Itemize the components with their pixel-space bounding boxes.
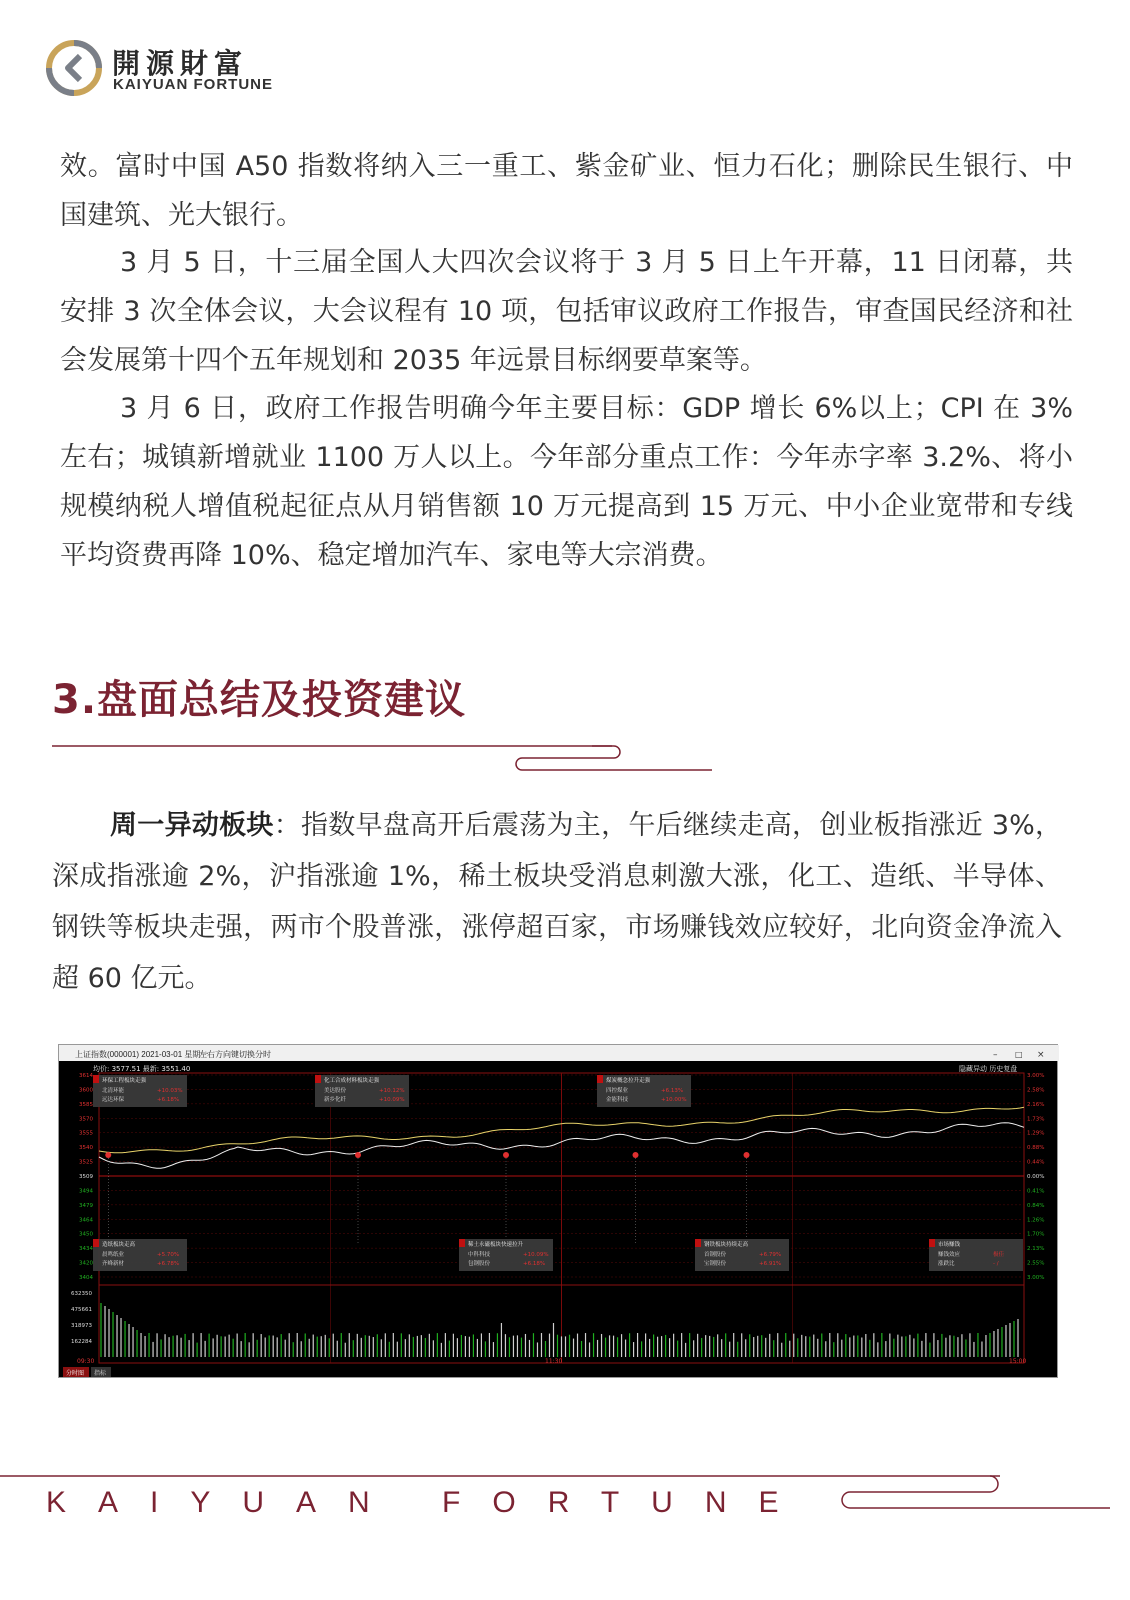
logo-cn-text: 開源財富 (112, 47, 249, 80)
sector-box-flag (459, 1239, 465, 1247)
maximize-icon[interactable]: □ (1015, 1050, 1023, 1059)
y-tick-right: 1.70% (1027, 1231, 1045, 1238)
sector-box-title: 稀土永磁板块快速拉升 (468, 1242, 524, 1248)
section-title: 3.盘面总结及投资建议 (52, 677, 467, 723)
intraday-chart (58, 1044, 1058, 1378)
intraday-chart-svg (59, 1045, 1059, 1379)
y-tick-left: 3555 (79, 1130, 93, 1137)
sector-box-change: +10.00% (661, 1097, 687, 1103)
chart-grid (99, 1073, 1027, 1365)
sector-box-title: 化工合成材料板块走强 (324, 1078, 380, 1084)
sector-box-title: 环保工程板块走强 (102, 1078, 147, 1084)
chart-tools[interactable]: 隐藏异动 历史复盘 (959, 1065, 1018, 1073)
y-tick-left: 3420 (79, 1260, 93, 1267)
section-divider (52, 742, 732, 778)
paragraph-npc-meeting: 3 月 5 日，十三届全国人大四次会议将于 3 月 5 日上午开幕，11 日闭幕，共安排 3 次全体会议，大会议程有 10 项，包括审议政府工作报告，审查国民经济和社会发展第十四个五年规划和 2035 年远景目标纲要草案等。 (60, 247, 1073, 376)
y-tick-right: 1.26% (1027, 1217, 1045, 1224)
sector-box-change: +10.09% (523, 1252, 549, 1258)
sector-box-change: +10.03% (157, 1088, 183, 1094)
y-tick-left: 3525 (79, 1159, 93, 1166)
y-tick-right: 0.00% (1027, 1174, 1045, 1180)
sector-box-change: +6.91% (759, 1261, 782, 1267)
logo-mark-icon (46, 40, 102, 96)
sector-box-title: 煤炭概念拉升走强 (606, 1078, 651, 1084)
marker-dot (105, 1152, 111, 1158)
paragraph-a50: 效。富时中国 A50 指数将纳入三一重工、紫金矿业、恒力石化；删除民生银行、中国建筑、光大银行。 (60, 151, 1073, 231)
logo-en-text: KAIYUAN FORTUNE (113, 76, 273, 93)
sector-box-flag (93, 1075, 99, 1083)
sector-box-change: +6.18% (157, 1097, 180, 1103)
y-tick-left: 3600 (79, 1087, 93, 1094)
sector-box-stock: 美达股份 (324, 1088, 347, 1094)
tab-intraday-label: 分时图 (66, 1370, 85, 1377)
y-tick-right: 3.00% (1027, 1275, 1045, 1281)
sector-box-change: +5.70% (157, 1252, 180, 1258)
y-tick-left: 3404 (79, 1275, 93, 1281)
y-tick-right: 2.58% (1027, 1087, 1045, 1094)
sector-box-change: +10.09% (379, 1097, 405, 1103)
sector-box-change: +10.12% (379, 1088, 405, 1094)
footer-brand: KAIYUAN FORTUNE (46, 1486, 811, 1519)
volume-bars (101, 1303, 1018, 1357)
sector-box-stock: 宝钢股份 (704, 1261, 727, 1267)
close-icon[interactable]: × (1037, 1050, 1045, 1060)
sector-box-stock: 晨鸣纸业 (102, 1252, 125, 1258)
y-tick-left: 3450 (79, 1231, 93, 1238)
y-tick-right: 0.88% (1027, 1145, 1045, 1152)
sector-box-stock: 北清环能 (102, 1088, 125, 1094)
y-axis-right (1027, 1073, 1044, 1281)
company-logo (46, 40, 286, 100)
y-tick-right: 2.16% (1027, 1101, 1045, 1108)
y-tick-left: 3614 (79, 1073, 93, 1079)
sector-box-stock: 四控煤业 (606, 1088, 629, 1094)
y-tick-right: 0.44% (1027, 1159, 1045, 1166)
marker-dot (633, 1152, 639, 1158)
sector-box-stock: 包钢股份 (468, 1261, 491, 1267)
sector-box-stock: 新乡化纤 (324, 1097, 347, 1103)
time-label-open: 09:30 (77, 1358, 95, 1365)
sector-box-flag (929, 1239, 935, 1247)
sector-box-change: +6.13% (661, 1088, 684, 1094)
sector-box-change: +6.18% (523, 1261, 546, 1267)
y-tick-left: 3540 (79, 1145, 93, 1152)
sector-boxes (93, 1075, 1023, 1271)
paragraph-gov-report: 3 月 6 日，政府工作报告明确今年主要目标：GDP 增长 6%以上；CPI 在 3%左右；城镇新增就业 1100 万人以上。今年部分重点工作：今年赤字率 3.2%、将小规模纳税人增值税起征点从月销售额 10 万元提高到 15 万元、中小企业宽带和专线平均资费再降 10%、稳定增加汽车、家电等大宗消费。 (60, 393, 1073, 571)
sector-box-stock: 远达环保 (102, 1097, 125, 1103)
sector-box-title: 造纸板块走高 (102, 1242, 136, 1248)
y-tick-right: 0.41% (1027, 1188, 1045, 1195)
sector-box-flag (93, 1239, 99, 1247)
sector-box-flag (695, 1239, 701, 1247)
y-tick-right: 3.00% (1027, 1073, 1045, 1079)
y-tick-left: 3585 (79, 1101, 93, 1108)
y-tick-left: 3479 (79, 1202, 93, 1209)
time-label-noon: 11:30 (545, 1358, 563, 1365)
volume-tick: 162284 (71, 1339, 92, 1345)
y-tick-left: 3494 (79, 1188, 93, 1195)
sector-box-stock: 金能科技 (606, 1097, 629, 1103)
y-tick-right: 1.29% (1027, 1130, 1045, 1137)
y-tick-right: 2.13% (1027, 1246, 1045, 1253)
sector-box-title: 市场赚钱 (938, 1242, 961, 1248)
summary-text: ：指数早盘高开后震荡为主，午后继续走高，创业板指涨近 3%，深成指涨逾 2%，沪指涨逾 1%，稀土板块受消息刺激大涨，化工、造纸、半导体、钢铁等板块走强，两市个股普涨，涨停超百家，市场赚钱效应较好，北向资金净流入超 60 亿元。 (52, 810, 1063, 994)
marker-dot (744, 1152, 750, 1158)
sector-box-stock: 中科科技 (468, 1252, 491, 1258)
sector-box-stock: 首钢股份 (704, 1252, 727, 1258)
volume-tick: 318973 (71, 1323, 92, 1329)
minimize-icon[interactable]: – (993, 1050, 998, 1060)
y-axis-left (79, 1073, 93, 1281)
sector-box-flag (315, 1075, 321, 1083)
sector-box-stock: 涨跌比 (938, 1261, 955, 1267)
volume-tick: 475661 (71, 1307, 92, 1313)
window-title: 上证指数(000001) 2021-03-01 星期一 (75, 1050, 209, 1059)
y-tick-left: 3434 (79, 1246, 93, 1253)
sector-box-stock: 齐峰新材 (102, 1261, 125, 1267)
sector-box-change: +6.79% (759, 1252, 782, 1258)
sector-box-stock: 赚钱效应 (938, 1252, 961, 1258)
event-markers (105, 1152, 749, 1245)
summary-lead: 周一异动板块 (110, 810, 274, 841)
market-summary (52, 800, 1062, 1004)
y-tick-left: 3464 (79, 1217, 93, 1224)
time-label-close: 15:00 (1009, 1358, 1027, 1365)
price-info: 均价: 3577.51 最新: 3551.40 (93, 1065, 191, 1073)
volume-axis (71, 1291, 92, 1345)
y-tick-left: 3570 (79, 1116, 93, 1123)
y-tick-right: 1.73% (1027, 1116, 1045, 1123)
window-hint: 左右方向键切换分时 (199, 1050, 271, 1059)
tab-indicator-label: 指标 (94, 1370, 107, 1377)
marker-dot (503, 1152, 509, 1158)
y-tick-right: 2.55% (1027, 1260, 1045, 1267)
marker-dot (355, 1152, 361, 1158)
sector-box-title: 钢铁板块持续走高 (704, 1242, 749, 1248)
y-tick-right: 0.84% (1027, 1202, 1045, 1209)
y-tick-left: 3509 (79, 1174, 93, 1180)
sector-box-change: - / (993, 1261, 999, 1267)
sector-box-flag (597, 1075, 603, 1083)
sector-box-change: 极佳 (993, 1252, 1005, 1258)
sector-box-change: +6.78% (157, 1261, 180, 1267)
volume-tick: 632350 (71, 1291, 92, 1297)
